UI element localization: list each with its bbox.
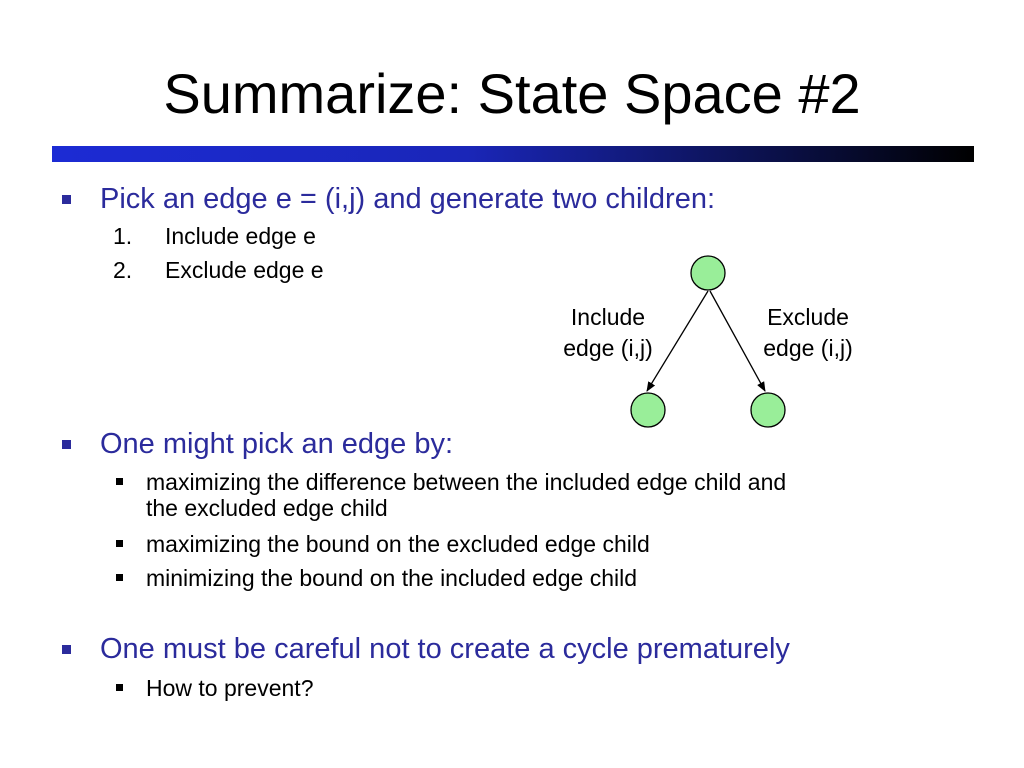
numbered-item-2-text: Exclude edge e (165, 257, 324, 283)
bullet-square-icon (62, 440, 71, 449)
numbered-item-1-text: Include edge e (165, 223, 316, 249)
exclude-edge-label (740, 302, 876, 364)
slide-title: Summarize: State Space #2 (163, 62, 861, 125)
sub-bullet-2-3-text: minimizing the bound on the included edge child (146, 565, 637, 591)
bullet-1-text: Pick an edge e = (i,j) and generate two children: (100, 183, 716, 215)
exclude-child-node (751, 393, 785, 427)
include-edge-label-line-1: Include (570, 304, 646, 330)
bullet-3-text: One must be careful not to create a cycle prematurely (100, 633, 790, 665)
include-child-node (631, 393, 665, 427)
numbered-item-1-number: 1. (113, 223, 133, 249)
sub-bullet-2-1-line-1: maximizing the difference between the included edge child and (146, 469, 787, 495)
exclude-edge-label-line-2: edge (i,j) (763, 335, 853, 361)
sub-bullet-square-icon (116, 478, 123, 485)
include-edge-label-line-2: edge (i,j) (563, 335, 653, 361)
sub-bullet-2-2-text: maximizing the bound on the excluded edge child (146, 531, 650, 557)
sub-bullet-square-icon (116, 684, 123, 691)
sub-bullet-2-1-line-2: the excluded edge child (146, 495, 388, 521)
root-node (691, 256, 725, 290)
bullet-square-icon (62, 645, 71, 654)
include-edge-label (540, 302, 676, 364)
numbered-item-2-number: 2. (113, 257, 133, 283)
bullet-2-text: One might pick an edge by: (100, 428, 454, 460)
sub-bullet-square-icon (116, 574, 123, 581)
sub-bullet-square-icon (116, 540, 123, 547)
sub-bullet-3-1-text: How to prevent? (146, 675, 314, 701)
bullet-square-icon (62, 195, 71, 204)
branch-tree-diagram (540, 250, 880, 440)
title-underline-bar (52, 146, 974, 162)
exclude-edge-label-line-1: Exclude (767, 304, 849, 330)
